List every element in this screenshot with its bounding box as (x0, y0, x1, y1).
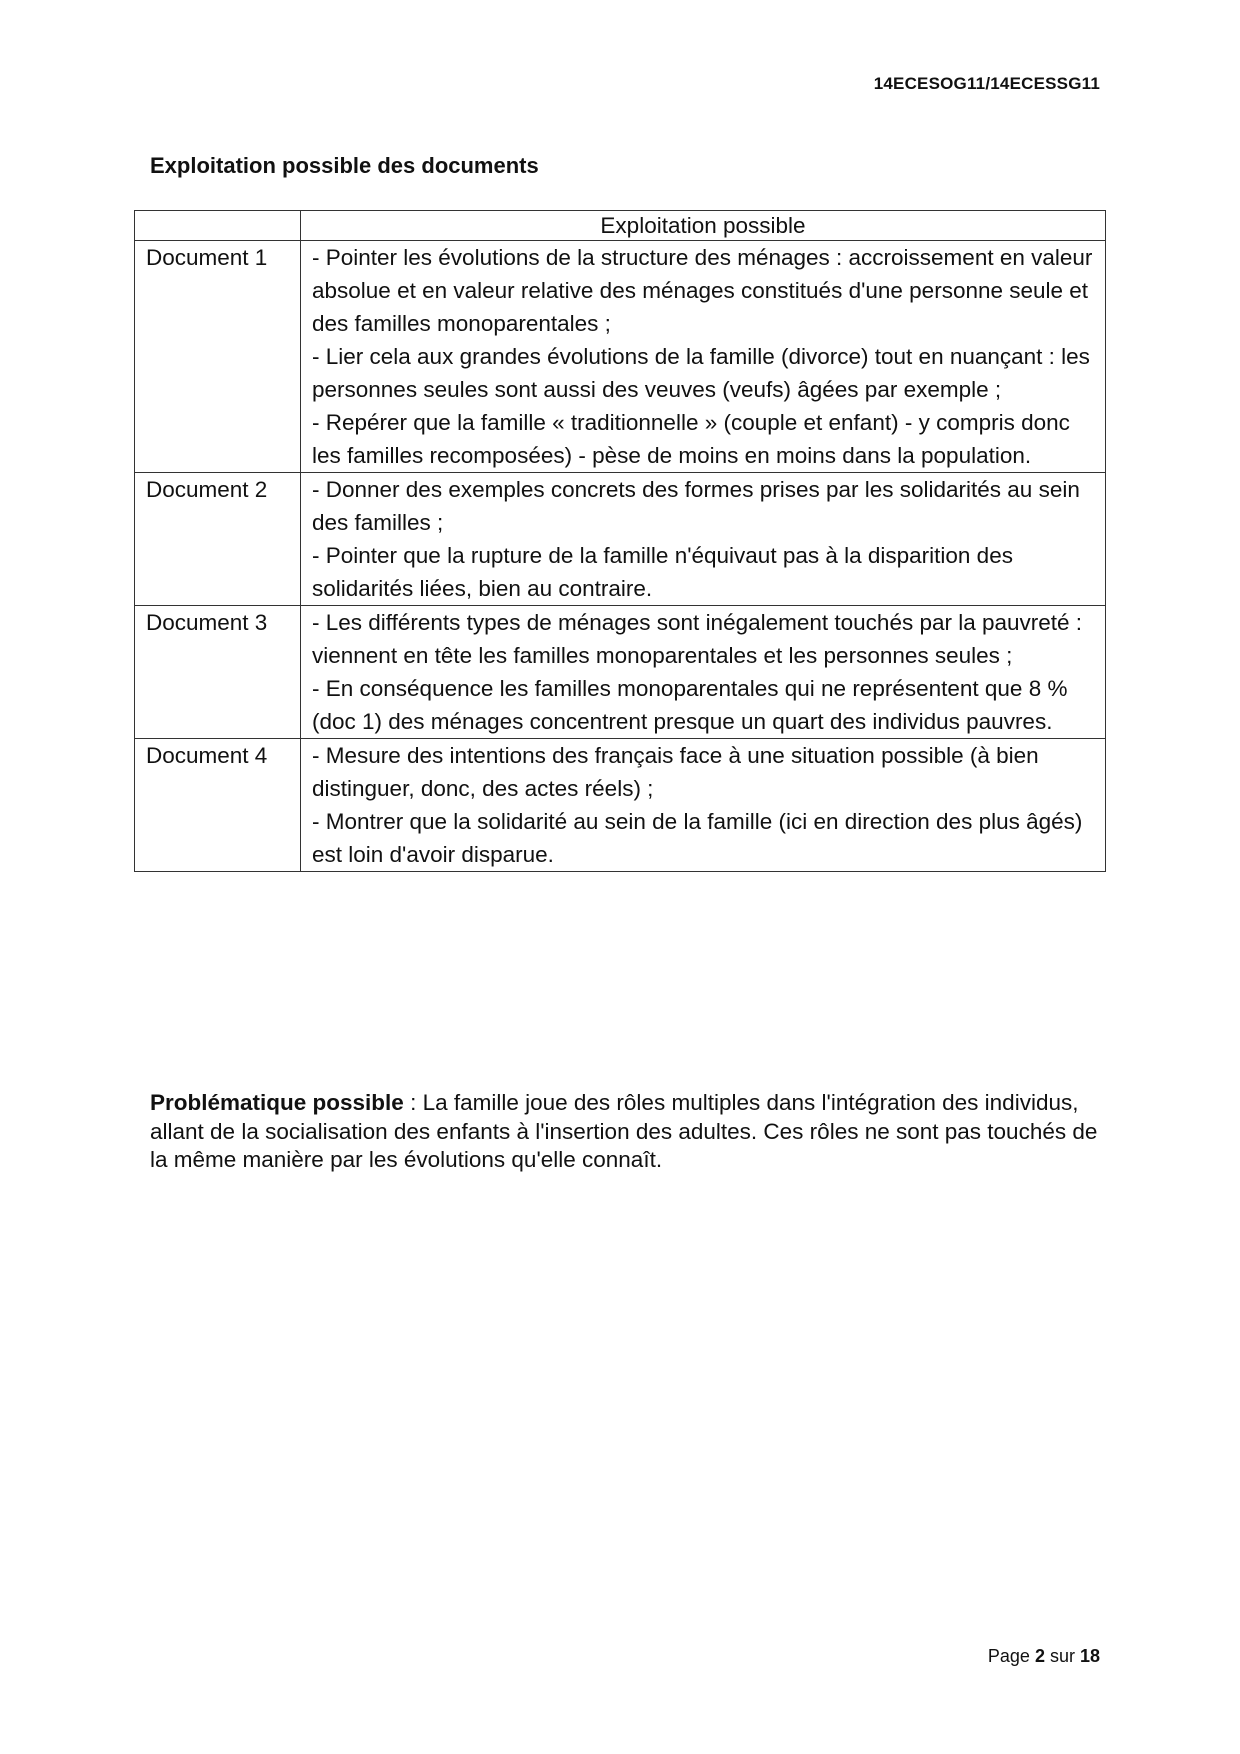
problematique-paragraph (150, 1089, 1110, 1175)
problematique-text: : La famille joue des rôles multiples dans l'intégration des individus, allant de la socialisation des enfants à l'insertion des adultes. Ces rôles ne sont pas touchés de la même manière par les évolutions qu'elle connaît. (150, 1090, 1098, 1172)
document-4-point-1: - Mesure des intentions des français face à une situation possible (à bien distinguer, donc, des actes réels) ; (312, 743, 1039, 801)
document-1-point-1: - Pointer les évolutions de la structure des ménages : accroissement en valeur absolue et en valeur relative des ménages constitués d'une personne seule et des familles monoparentales ; (312, 245, 1093, 336)
table-row-document-2 (135, 473, 1106, 606)
document-3-label: Document 3 (135, 606, 301, 739)
table-header-exploitation: Exploitation possible (301, 211, 1106, 241)
page-number (988, 1646, 1100, 1667)
problematique-label: Problématique possible (150, 1090, 404, 1115)
table-row-document-1 (135, 241, 1106, 473)
document-1-label: Document 1 (135, 241, 301, 473)
table-header-row (135, 211, 1106, 241)
page-current: 2 (1034, 1646, 1045, 1666)
page-prefix: Page (987, 1646, 1035, 1666)
document-1-point-3: - Repérer que la famille « traditionnelle » (couple et enfant) - y compris donc les familles recomposées) - pèse de moins en moins dans la population. (312, 410, 1070, 468)
document-2-content (301, 473, 1106, 606)
section-title: Exploitation possible des documents (150, 153, 539, 178)
document-2-label: Document 2 (135, 473, 301, 606)
document-1-point-2: - Lier cela aux grandes évolutions de la famille (divorce) tout en nuançant : les personnes seules sont aussi des veuves (veufs) âgées par exemple ; (312, 344, 1090, 402)
document-4-point-2: - Montrer que la solidarité au sein de la famille (ici en direction des plus âgés) est loin d'avoir disparue. (312, 809, 1083, 867)
document-3-content (301, 606, 1106, 739)
table-header-empty-cell (135, 211, 301, 241)
document-4-label: Document 4 (135, 739, 301, 872)
document-2-point-1: - Donner des exemples concrets des formes prises par les solidarités au sein des familles ; (312, 477, 1080, 535)
table-row-document-3 (135, 606, 1106, 739)
table-row-document-4 (135, 739, 1106, 872)
page-total: 18 (1079, 1646, 1100, 1666)
document-code: 14ECESOG11/14ECESSG11 (873, 74, 1100, 93)
exploitation-table (134, 210, 1106, 872)
document-4-content (301, 739, 1106, 872)
document-3-point-1: - Les différents types de ménages sont inégalement touchés par la pauvreté : viennent en tête les familles monoparentales et les personnes seules ; (312, 610, 1083, 668)
page-separator: sur (1044, 1646, 1080, 1666)
document-1-content (301, 241, 1106, 473)
document-2-point-2: - Pointer que la rupture de la famille n'équivaut pas à la disparition des solidarités liées, bien au contraire. (312, 543, 1013, 601)
document-3-point-2: - En conséquence les familles monoparentales qui ne représentent que 8 % (doc 1) des ménages concentrent presque un quart des individus pauvres. (312, 676, 1068, 734)
